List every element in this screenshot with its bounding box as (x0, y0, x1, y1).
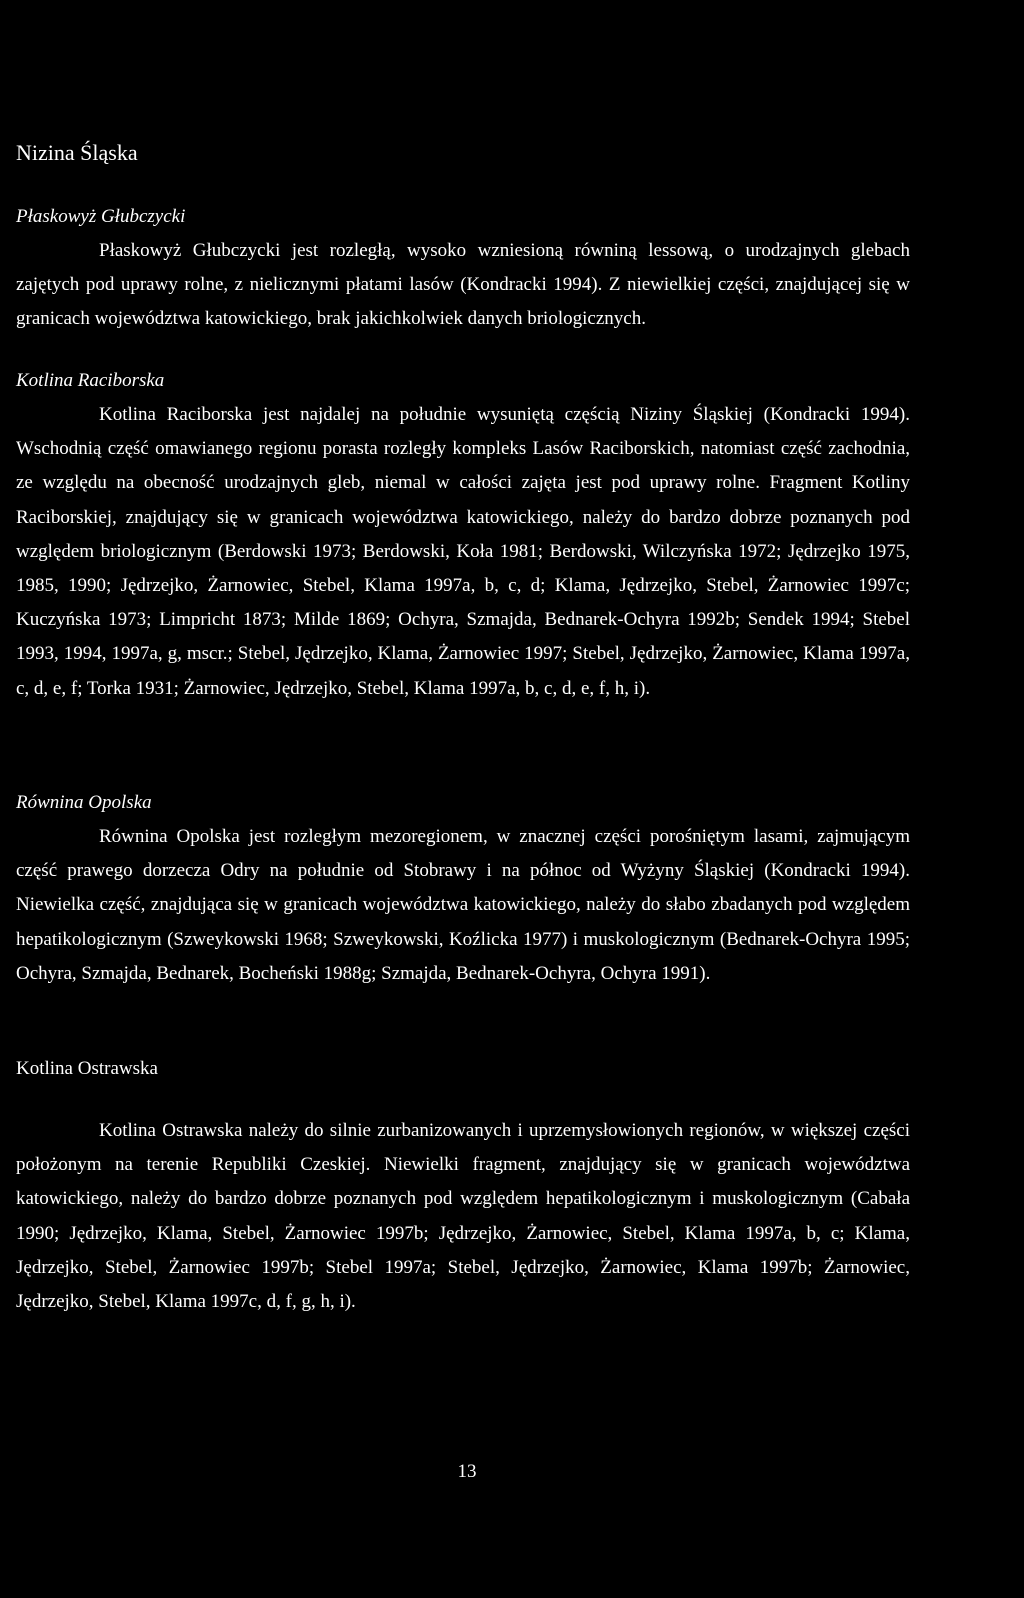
section-rownina-opolska (16, 786, 910, 991)
page-number: 13 (457, 1461, 477, 1482)
section-title: Kotlina Ostrawska (16, 1058, 158, 1079)
section-title: Kotlina Raciborska (16, 370, 165, 391)
section-title: Równina Opolska (16, 792, 152, 813)
section-paragraph: Płaskowyż Głubczycki jest rozległą, wysoko wzniesioną równiną lessową, o urodzajnych glebach zajętych pod uprawy rolne, z nielicznymi płatami lasów (Kondracki 1994). Z niewielkiej części, znajdującej się w granicach województwa katowickiego, brak jakichkolwiek danych briologicznych. (16, 240, 910, 330)
section-paragraph: Kotlina Ostrawska należy do silnie zurbanizowanych i uprzemysłowionych regionów, w większej części położonym na terenie Republiki Czeskiej. Niewielki fragment, znajdujący się w granicach województwa katowickiego, należy do bardzo dobrze poznanych pod względem hepatikologicznym i muskologicznym (Cabała 1990; Jędrzejko, Klama, Stebel, Żarnowiec 1997b; Jędrzejko, Żarnowiec, Stebel, Klama 1997a, b, c; Klama, Jędrzejko, Stebel, Żarnowiec 1997b; Stebel 1997a; Stebel, Jędrzejko, Żarnowiec, Klama 1997b; Żarnowiec, Jędrzejko, Stebel, Klama 1997c, d, f, g, h, i). (16, 1120, 910, 1313)
section-plaskowyz-glubczycki (16, 200, 910, 337)
section-kotlina-ostrawska (16, 1052, 910, 1319)
section-kotlina-raciborska (16, 364, 910, 706)
section-title: Płaskowyż Głubczycki (16, 206, 186, 227)
region-heading-block (16, 136, 910, 170)
section-paragraph: Równina Opolska jest rozległym mezoregionem, w znacznej części porośniętym lasami, zajmującym część prawego dorzecza Odry na południe od Stobrawy i na północ od Wyżyny Śląskiej (Kondracki 1994). Niewielka część, znajdująca się w granicach województwa katowickiego, należy do słabo zbadanych pod względem hepatikologicznym (Szweykowski 1968; Szweykowski, Koźlicka 1977) i muskologicznym (Bednarek-Ochyra 1995; Ochyra, Szmajda, Bednarek, Bocheński 1988g; Szmajda, Bednarek-Ochyra, Ochyra 1991). (16, 826, 910, 984)
region-title: Nizina Śląska (16, 140, 138, 165)
section-paragraph: Kotlina Raciborska jest najdalej na południe wysuniętą częścią Niziny Śląskiej (Kondracki 1994). Wschodnią część omawianego regionu porasta rozległy kompleks Lasów Raciborskich, natomiast część zachodnia, ze względu na obecność urodzajnych gleb, niemal w całości zajęta jest pod uprawy rolne. Fragment Kotliny Raciborskiej, znajdujący się w granicach województwa katowickiego, należy do bardzo dobrze poznanych pod względem briologicznym (Berdowski 1973; Berdowski, Koła 1981; Berdowski, Wilczyńska 1972; Jędrzejko 1975, 1985, 1990; Jędrzejko, Żarnowiec, Stebel, Klama 1997a, b, c, d; Klama, Jędrzejko, Stebel, Żarnowiec 1997c; Kuczyńska 1973; Limpricht 1873; Milde 1869; Ochyra, Szmajda, Bednarek-Ochyra 1992b; Sendek 1994; Stebel 1993, 1994, 1997a, g, mscr.; Stebel, Jędrzejko, Klama, Żarnowiec 1997; Stebel, Jędrzejko, Żarnowiec, Klama 1997a, c, d, e, f; Torka 1931; Żarnowiec, Jędrzejko, Stebel, Klama 1997a, b, c, d, e, f, h, i). (16, 404, 910, 699)
